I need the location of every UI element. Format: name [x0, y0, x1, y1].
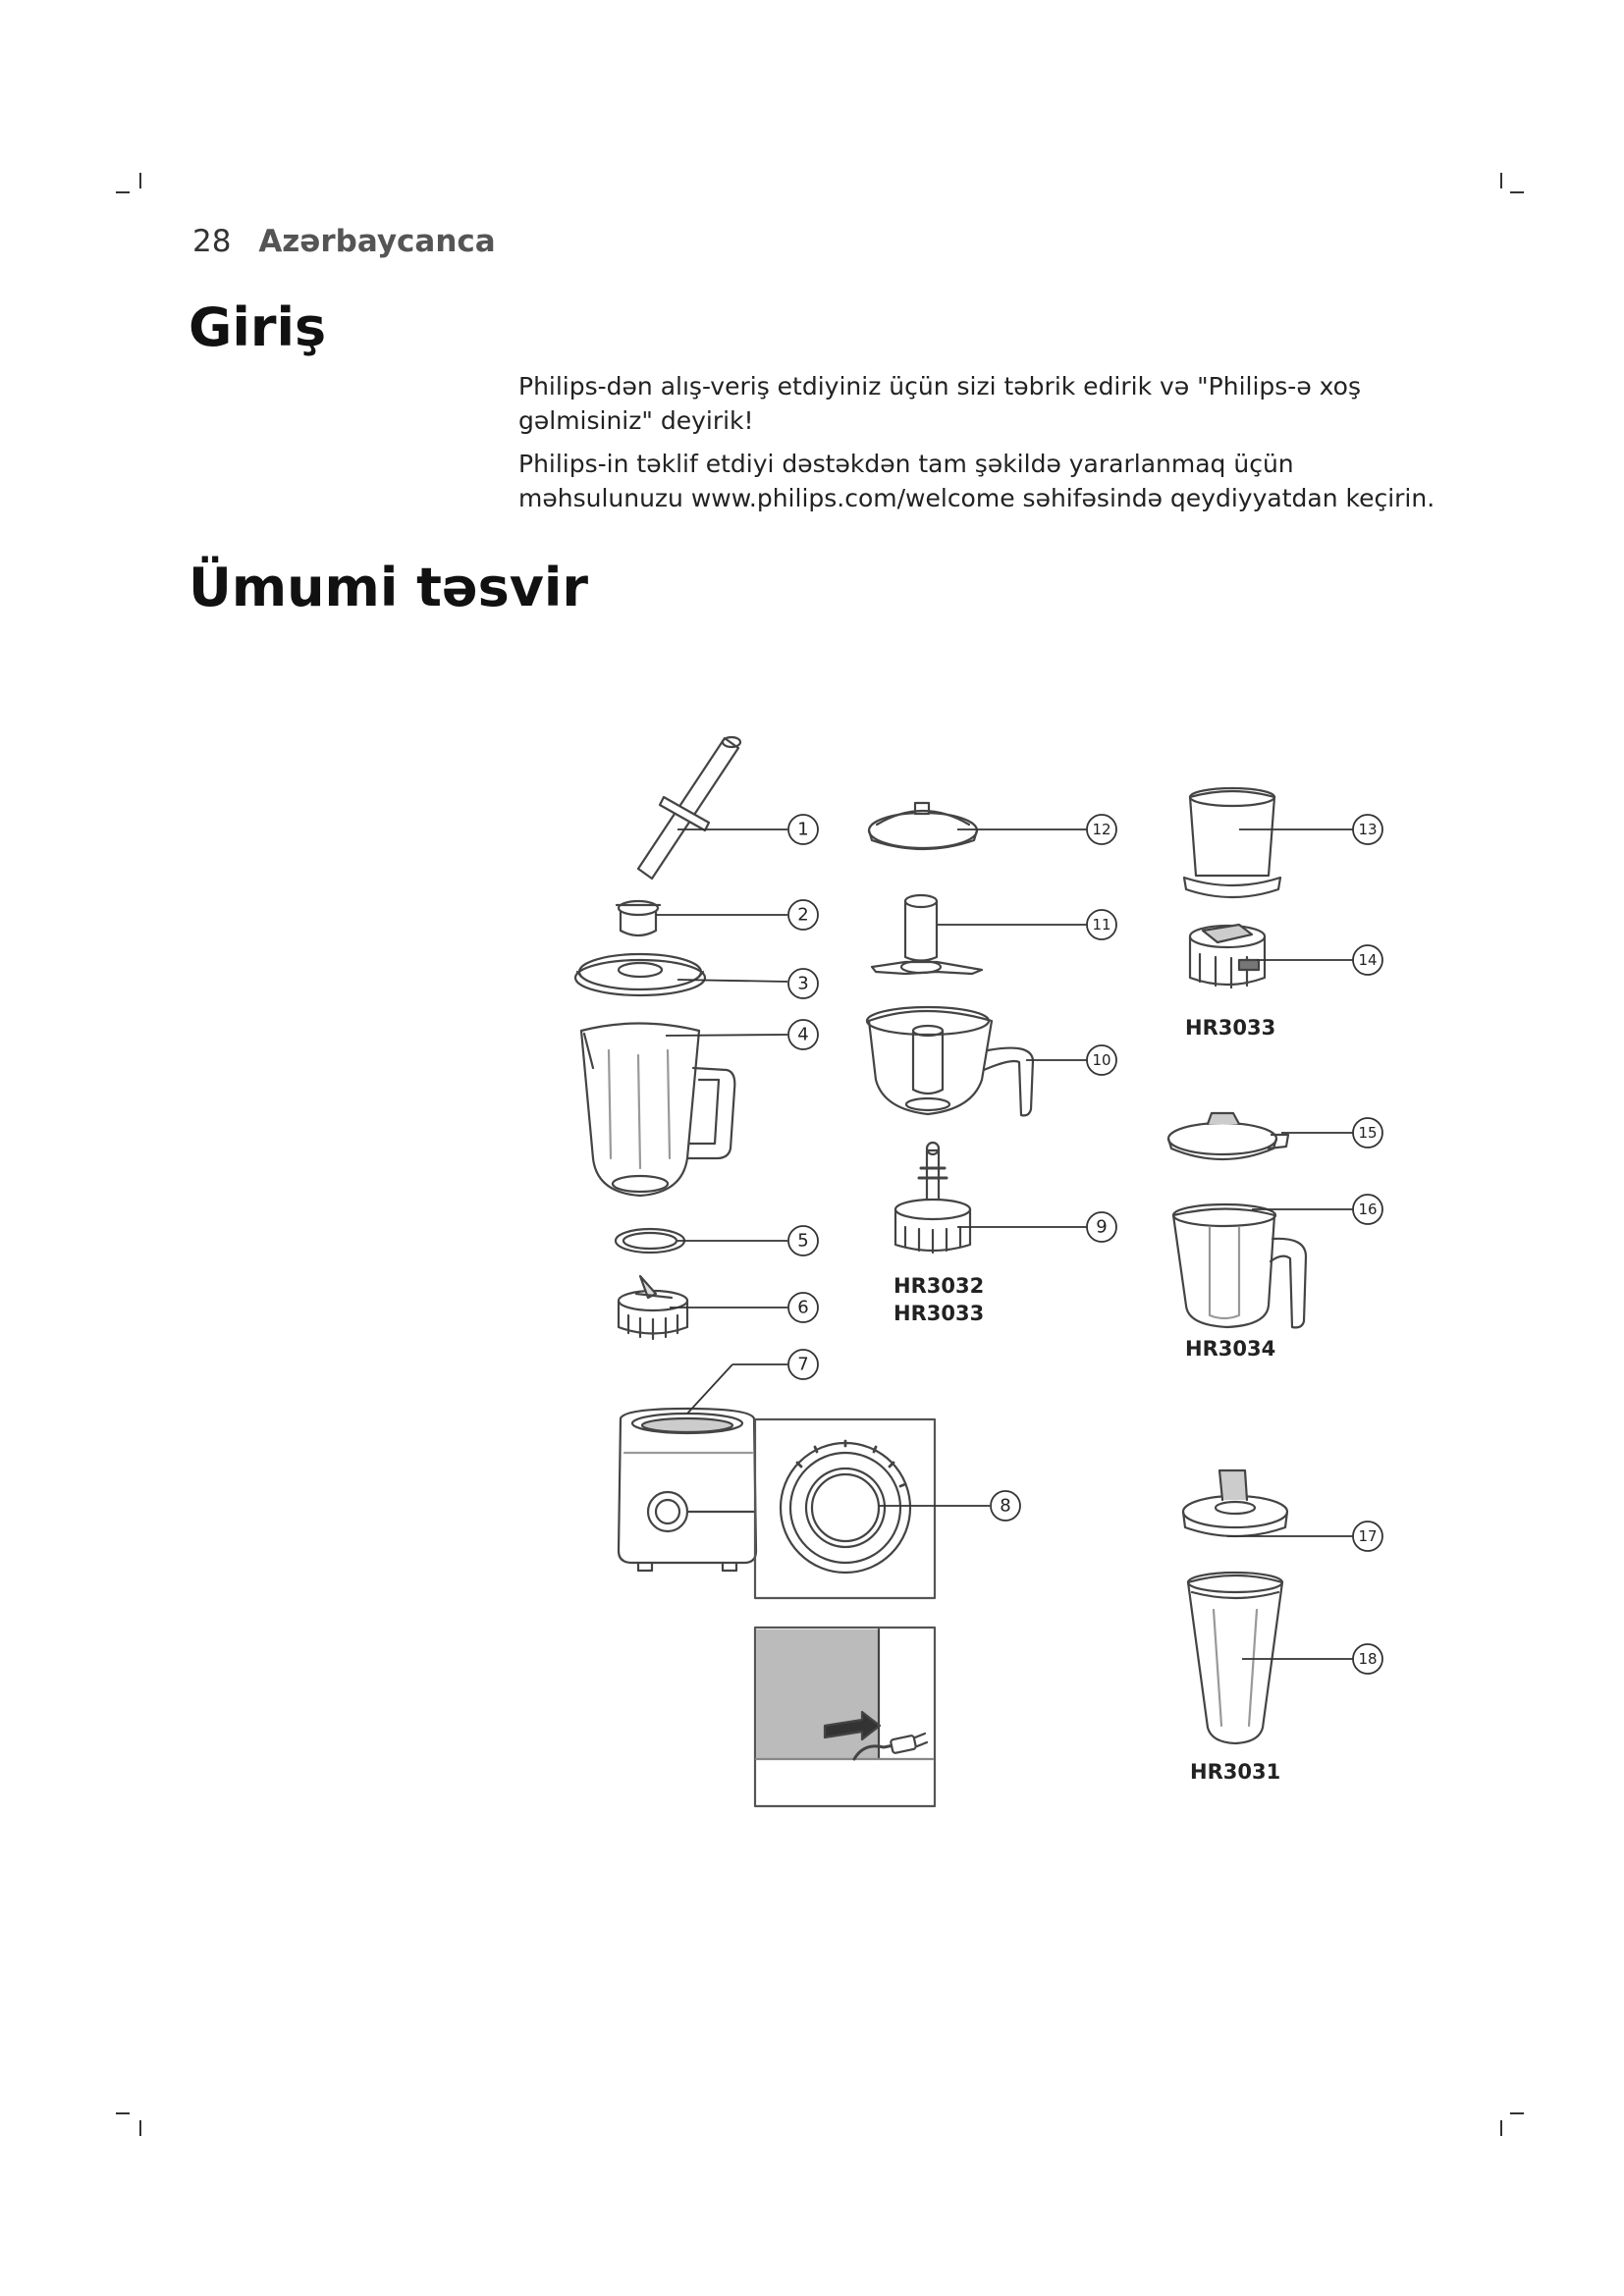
callout-circles: [788, 815, 1382, 1674]
model-label-hr3032: HR3032: [893, 1274, 985, 1298]
intro-paragraph-2: Philips-in təklif etdiyi dəstəkdən tam şəkildə yararlanmaq üçün məhsulunuzu www.philips.com/welcome səhifəsində qeydiyyatdan keçirin.: [518, 450, 1435, 512]
model-label-hr3033-center: HR3033: [893, 1302, 985, 1325]
model-label-hr3031: HR3031: [1190, 1760, 1281, 1784]
callout-13: 13: [1358, 821, 1378, 838]
callout-4: 4: [797, 1024, 809, 1045]
cord-storage-detail: [755, 1628, 935, 1806]
callout-1: 1: [797, 819, 809, 840]
mill-jar-drawing: [1184, 788, 1280, 897]
spice-jar-drawing: [1173, 1204, 1306, 1327]
callout-12: 12: [1092, 821, 1111, 838]
callout-11: 11: [1092, 916, 1111, 934]
sealing-ring-drawing: [616, 1229, 684, 1253]
callout-3: 3: [797, 973, 809, 994]
model-label-hr3034: HR3034: [1185, 1337, 1276, 1361]
callout-8: 8: [1000, 1495, 1011, 1517]
callout-15: 15: [1358, 1124, 1378, 1142]
chopper-lid-drawing: [869, 803, 977, 849]
callout-14: 14: [1358, 951, 1378, 969]
callout-16: 16: [1358, 1201, 1378, 1218]
mill-blade-drawing: [1190, 925, 1265, 988]
motor-unit-drawing: [619, 1409, 756, 1571]
model-label-hr3033-right: HR3033: [1185, 1016, 1276, 1040]
chopper-bowl-drawing: [867, 1007, 1033, 1115]
callout-5: 5: [797, 1230, 809, 1252]
page-number: 28: [192, 224, 232, 259]
callout-6: 6: [797, 1297, 809, 1318]
coupling-drawing: [895, 1143, 970, 1253]
spice-lid-drawing: [1168, 1113, 1288, 1159]
tamper-drawing: [638, 737, 740, 879]
callout-17: 17: [1358, 1527, 1378, 1545]
control-knob-detail: [755, 1419, 935, 1598]
overview-heading: Ümumi təsvir: [189, 557, 589, 618]
callout-2: 2: [797, 904, 809, 926]
intro-heading: Giriş: [189, 296, 327, 358]
chopper-blade-drawing: [872, 895, 982, 974]
callout-7: 7: [797, 1354, 809, 1375]
jar-lid-drawing: [575, 954, 705, 995]
callout-9: 9: [1096, 1216, 1108, 1238]
callout-18: 18: [1358, 1650, 1378, 1668]
bottle-lid-drawing: [1183, 1470, 1287, 1536]
blender-jar-drawing: [581, 1024, 734, 1197]
language-label: Azərbaycanca: [258, 224, 496, 259]
intro-paragraph-1: Philips-dən alış-veriş etdiyiniz üçün sizi təbrik edirik və "Philips-ə xoş gəlmisiniz" deyirik!: [518, 372, 1361, 435]
measuring-cup-drawing: [617, 901, 660, 935]
callout-10: 10: [1092, 1051, 1111, 1069]
tumbler-drawing: [1188, 1573, 1282, 1743]
